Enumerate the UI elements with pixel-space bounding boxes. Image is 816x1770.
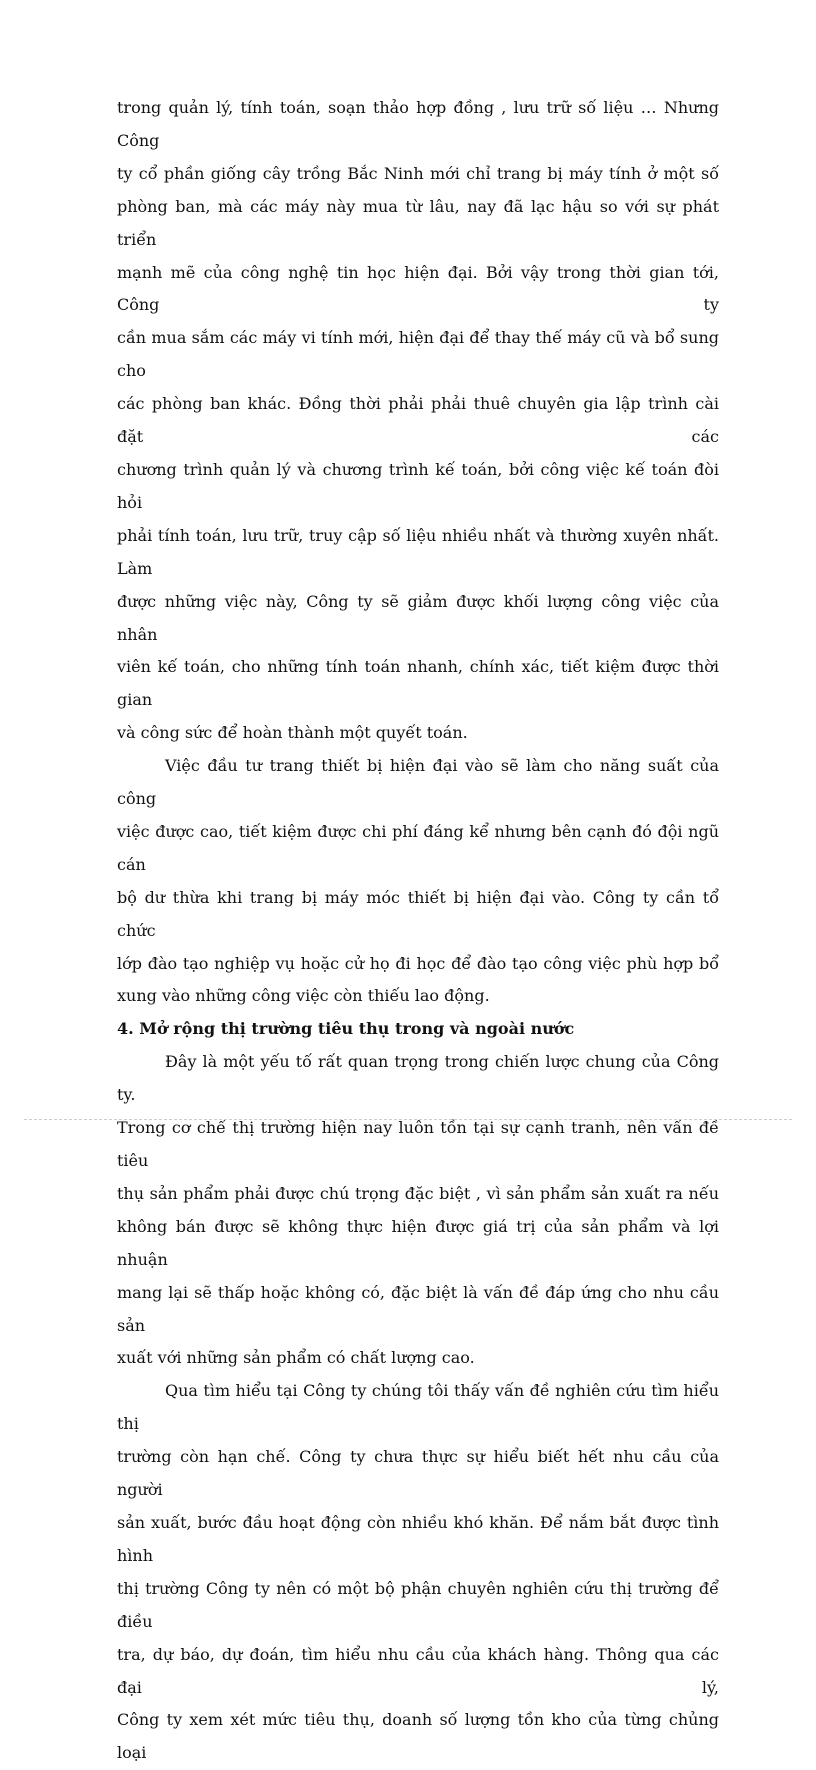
text-line: không bán được sẽ không thực hiện được giá trị của sản phẩm và lợi nhuận [117,1216,719,1269]
text-line: Qua tìm hiểu tại Công ty chúng tôi thấy vấn đề nghiên cứu tìm hiểu thị [117,1381,719,1434]
text-line: Đây là một yếu tố rất quan trọng trong chiến lược chung của Công ty. [117,1052,719,1105]
paragraph-4 [117,1375,719,1770]
text-line: thị trường Công ty nên có một bộ phận chuyên nghiên cứu thị trường để điều [117,1578,719,1631]
text-line: viên kế toán, cho những tính toán nhanh, chính xác, tiết kiệm được thời gian [117,657,719,710]
text-line: các phòng ban khác. Đồng thời phải phải thuê chuyên gia lập trình cài đặt các [117,394,719,447]
text-line: phòng ban, mà các máy này mua từ lâu, nay đã lạc hậu so với sự phát triển [117,196,719,249]
document-body [117,92,719,1770]
text-line: trường còn hạn chế. Công ty chưa thực sự hiểu biết hết nhu cầu của người [117,1447,719,1500]
text-line: tra, dự báo, dự đoán, tìm hiểu nhu cầu của khách hàng. Thông qua các đại lý, [117,1644,719,1697]
page-bottom-rule [24,1119,792,1120]
section-heading: 4. Mở rộng thị trường tiêu thụ trong và ngoài nước [117,1019,575,1039]
text-line: xung vào những công việc còn thiếu lao động. [117,986,490,1006]
text-line: bộ dư thừa khi trang bị máy móc thiết bị hiện đại vào. Công ty cần tổ chức [117,887,719,940]
text-line: cần mua sắm các máy vi tính mới, hiện đại để thay thế máy cũ và bổ sung cho [117,328,719,381]
text-line: chương trình quản lý và chương trình kế toán, bởi công việc kế toán đòi hỏi [117,459,719,512]
text-line: được những việc này, Công ty sẽ giảm được khối lượng công việc của nhân [117,591,719,644]
text-line: và công sức để hoàn thành một quyết toán. [117,723,468,743]
text-line: phải tính toán, lưu trữ, truy cập số liệu nhiều nhất và thường xuyên nhất. Làm [117,525,719,578]
text-line: thụ sản phẩm phải được chú trọng đặc biệt , vì sản phẩm sản xuất ra nếu [117,1183,719,1203]
text-line: Trong cơ chế thị trường hiện nay luôn tồn tại sự cạnh tranh, nên vấn đề tiêu [117,1118,719,1170]
text-line: sản xuất, bước đầu hoạt động còn nhiều khó khăn. Để nắm bắt được tình hình [117,1512,719,1565]
paragraph-3 [117,1046,719,1375]
text-line: mang lại sẽ thấp hoặc không có, đặc biệt là vấn đề đáp ứng cho nhu cầu sản [117,1282,719,1335]
text-line: lớp đào tạo nghiệp vụ hoặc cử họ đi học để đào tạo công việc phù hợp bổ [117,953,719,973]
text-line: trong quản lý, tính toán, soạn thảo hợp đồng , lưu trữ số liệu … Nhưng Công [117,98,719,150]
text-line: việc được cao, tiết kiệm được chi phí đáng kể nhưng bên cạnh đó đội ngũ cán [117,821,719,874]
text-line: mạnh mẽ của công nghệ tin học hiện đại. Bởi vậy trong thời gian tới, Công ty [117,262,719,315]
text-line: ty cổ phần giống cây trồng Bắc Ninh mới chỉ trang bị máy tính ở một số [117,163,719,183]
paragraph-2 [117,750,719,1013]
text-line: Việc đầu tư trang thiết bị hiện đại vào sẽ làm cho năng suất của công [117,756,719,809]
text-line: Công ty xem xét mức tiêu thụ, doanh số lượng tồn kho của từng chủng loại [117,1710,719,1763]
paragraph-1 [117,92,719,750]
text-line: xuất với những sản phẩm có chất lượng cao. [117,1348,475,1368]
